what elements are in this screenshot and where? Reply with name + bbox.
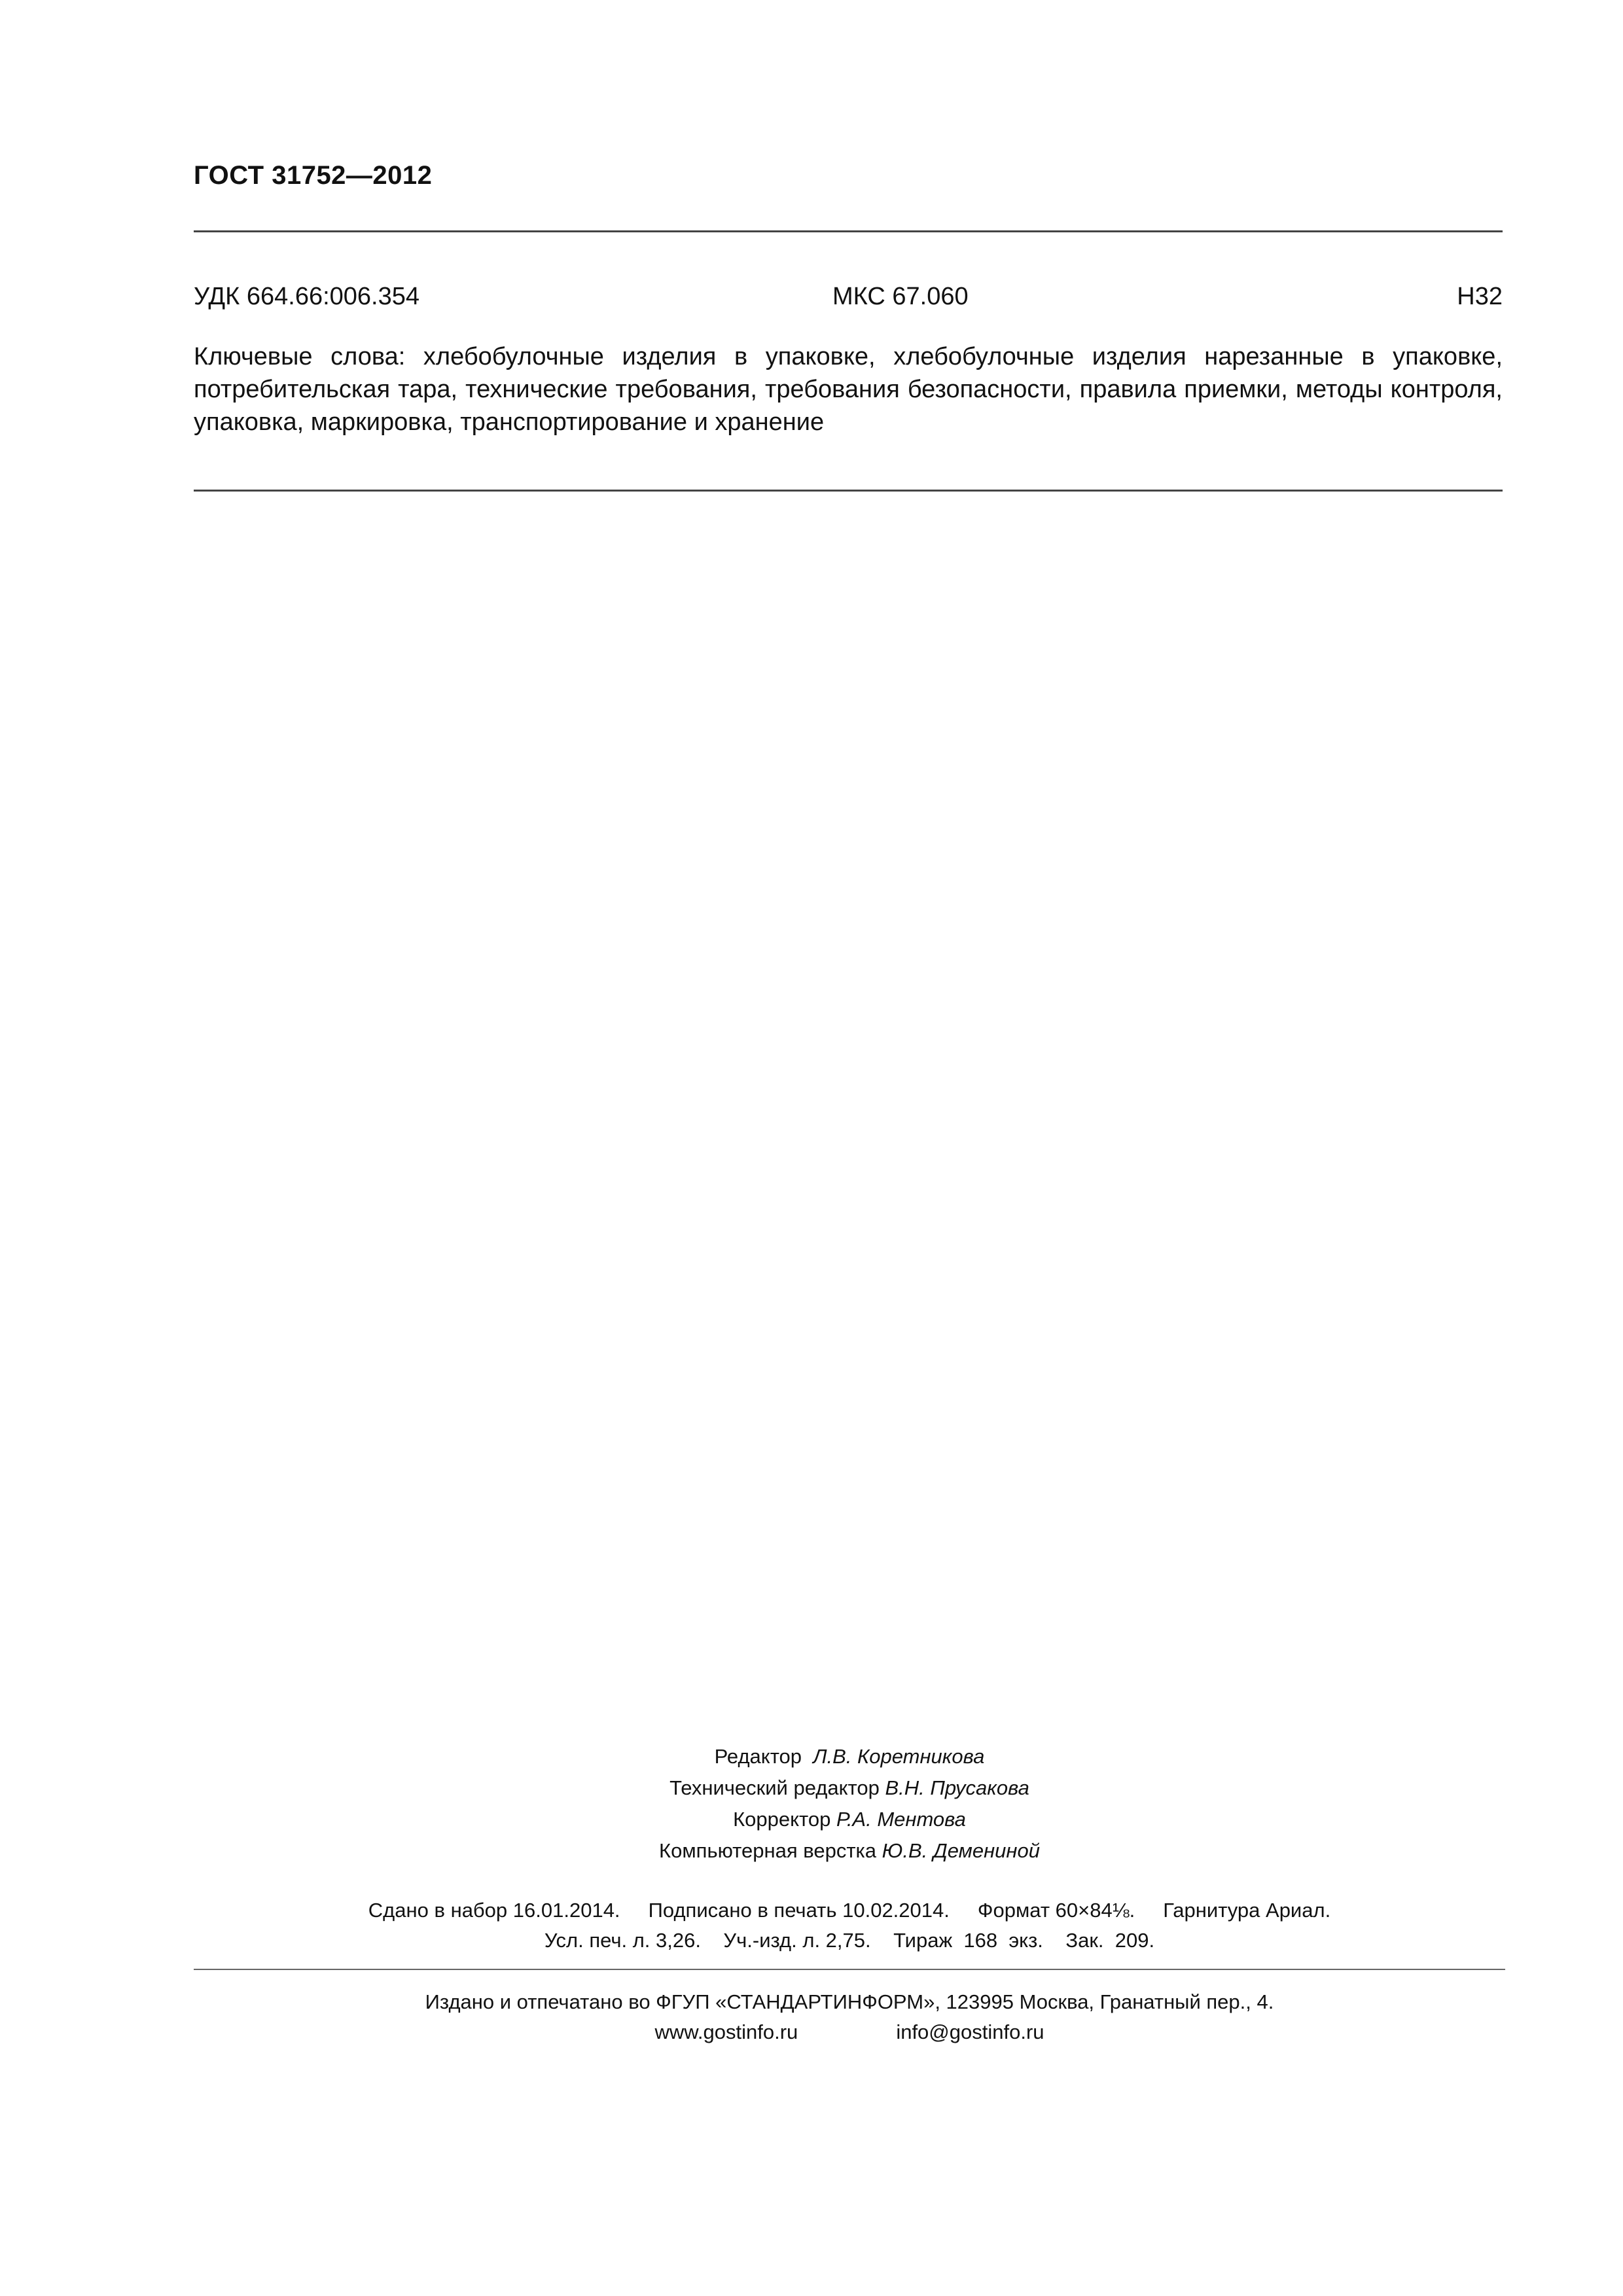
print-info-line-2: Усл. печ. л. 3,26. Уч.-изд. л. 2,75. Тираж 168 экз. Зак. 209.: [544, 1929, 1155, 1952]
publisher-contacts: [194, 2017, 1505, 2047]
keywords-paragraph: Ключевые слова: хлебобулочные изделия в упаковке, хлебобулочные изделия нарезанные в упаковке, потребительская тара, технические требования, требования безопасности, правила приемки, методы контроля, упаковка, маркировка, транспортирование и хранение: [194, 343, 1503, 436]
credit-proofreader: [194, 1804, 1505, 1835]
publisher-website-link[interactable]: www.gostinfo.ru: [654, 2020, 798, 2043]
divider-top: [194, 230, 1503, 232]
category-code: Н32: [1457, 283, 1503, 310]
divider-publisher: [194, 1969, 1505, 1970]
divider-keywords: [194, 490, 1503, 492]
credit-tech-editor-role: Технический редактор: [669, 1776, 880, 1799]
credit-layout: [194, 1835, 1505, 1867]
classification-row: [194, 283, 1503, 317]
credit-layout-role: Компьютерная верстка: [659, 1839, 877, 1862]
page-header-title: ГОСТ 31752—2012: [194, 161, 433, 190]
credit-proofreader-role: Корректор: [733, 1808, 831, 1831]
publisher-address: Издано и отпечатано во ФГУП «СТАНДАРТИНФОРМ», 123995 Москва, Гранатный пер., 4.: [425, 1990, 1274, 2013]
publisher-block: [194, 1987, 1505, 2047]
credit-editor: [194, 1741, 1505, 1772]
credits-block: [194, 1741, 1505, 1867]
publisher-email-link[interactable]: info@gostinfo.ru: [896, 2020, 1044, 2043]
print-info-line-1: Сдано в набор 16.01.2014. Подписано в печать 10.02.2014. Формат 60×84⅛. Гарнитура Ариал.: [368, 1899, 1331, 1922]
credit-layout-name: Ю.В. Демениной: [882, 1839, 1040, 1862]
credit-tech-editor: [194, 1772, 1505, 1804]
print-info-block: [194, 1895, 1505, 1956]
credit-editor-name: Л.В. Коретникова: [813, 1745, 985, 1768]
credit-tech-editor-name: В.Н. Прусакова: [885, 1776, 1029, 1799]
udk-code: УДК 664.66:006.354: [194, 283, 420, 310]
credit-proofreader-name: Р.А. Ментова: [836, 1808, 966, 1831]
mks-code: МКС 67.060: [832, 283, 969, 310]
credit-editor-role: Редактор: [714, 1745, 802, 1768]
